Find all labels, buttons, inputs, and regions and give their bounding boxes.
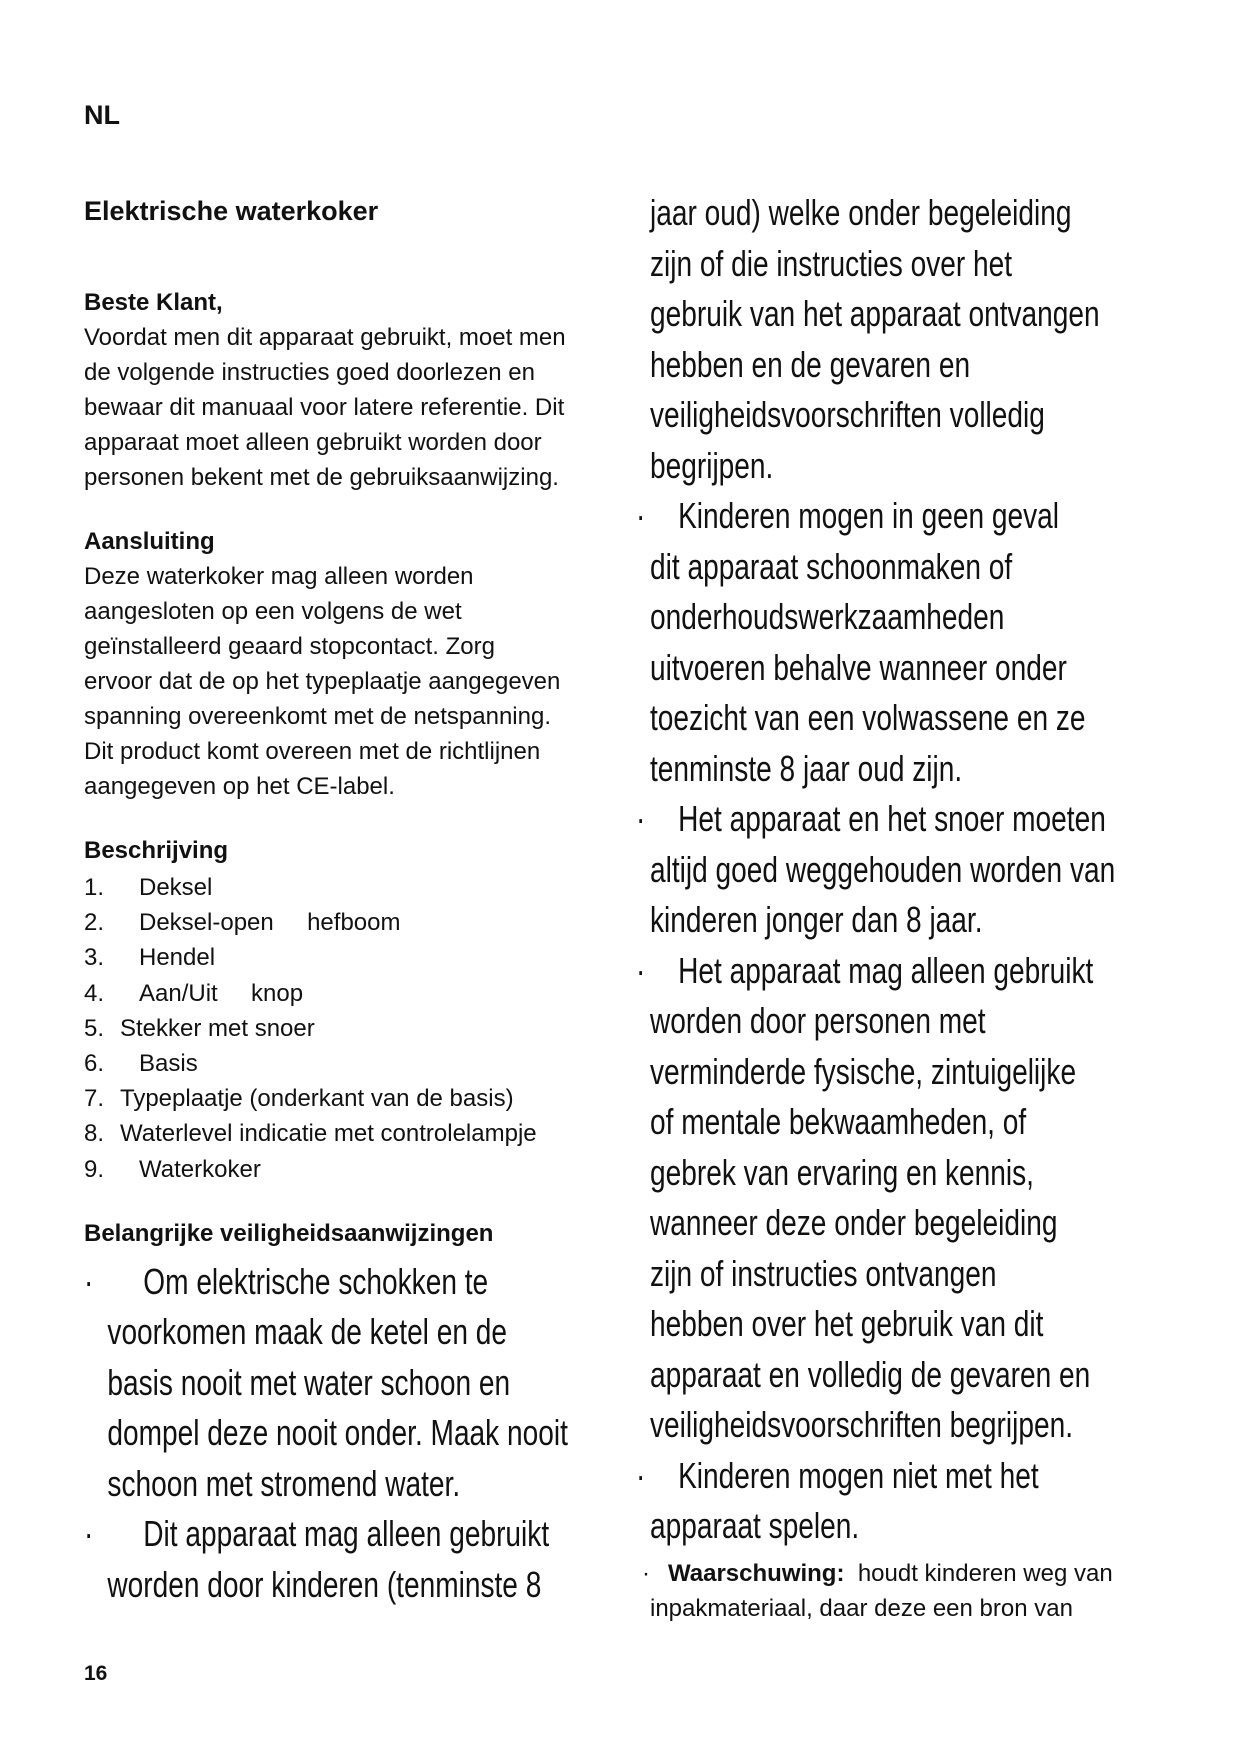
text-line: personen bekent met de gebruiksaanwijzing. — [84, 464, 559, 491]
connection-heading: Aansluiting — [84, 528, 215, 555]
list-item — [84, 1046, 644, 1081]
safety-heading: Belangrijke veiligheidsaanwijzingen — [84, 1219, 494, 1247]
list-item — [84, 905, 644, 940]
text-line: worden door kinderen (tenminste 8 — [107, 1563, 542, 1605]
description-section — [84, 834, 644, 1187]
right-column — [635, 188, 1210, 1626]
item-number: 2. — [84, 909, 105, 937]
connection-text — [84, 559, 644, 804]
text-line: hebben over het gebruik van dit — [650, 1303, 1044, 1344]
text-line: onderhoudswerkzaamheden — [650, 596, 1005, 637]
text-line: zijn of die instructies over het — [650, 242, 1013, 284]
warning-label: Waarschuwing: — [668, 1559, 845, 1587]
bullet-line: · Het apparaat en het snoer moeten — [650, 794, 1212, 845]
text-line: Voordat men dit apparaat gebruikt, moet men — [84, 324, 566, 351]
text-line: jaar oud) welke onder begeleiding — [650, 192, 1072, 233]
bullet-line: · Om elektrische schokken te — [84, 1257, 646, 1308]
text-line: spanning overeenkomt met de netspanning. — [84, 703, 551, 730]
text-line: apparaat moet alleen gebruikt worden door — [84, 429, 542, 456]
parts-list — [84, 870, 644, 1187]
text-line: de volgende instructies goed doorlezen en — [84, 359, 535, 386]
item-text: Waterkoker — [139, 1155, 261, 1183]
bullet-icon: · — [84, 1260, 94, 1302]
text-line: dompel deze nooit onder. Maak nooit — [107, 1412, 568, 1454]
safety-right-lines — [635, 188, 1212, 1552]
bullet-line: · Dit apparaat mag alleen gebruikt — [84, 1509, 646, 1560]
text-line: bewaar dit manuaal voor latere referentie. Dit — [84, 394, 565, 421]
text-line: geïnstalleerd geaard stopcontact. Zorg — [84, 633, 495, 660]
text-line: gebrek van ervaring en kennis, — [650, 1151, 1034, 1193]
bullet-icon: · — [635, 1454, 646, 1496]
item-number: 4. — [84, 979, 105, 1007]
text-line: ervoor dat de op het typeplaatje aangegeven — [84, 668, 561, 695]
warning-line: inpakmateriaal, daar deze een bron van — [650, 1594, 1073, 1622]
item-text: Typeplaatje (onderkant van de basis) — [120, 1085, 514, 1113]
text-line: Dit product komt overeen met de richtlijnen — [84, 738, 541, 765]
text-line: apparaat en volledig de gevaren en — [650, 1353, 1091, 1395]
text-line: apparaat spelen. — [650, 1505, 860, 1546]
item-text: Basis — [139, 1050, 198, 1078]
item-text: Deksel-open hefboom — [139, 909, 401, 937]
list-item — [84, 1081, 644, 1116]
text-line: wanneer deze onder begeleiding — [650, 1202, 1058, 1243]
item-text: Waterlevel indicatie met controlelampje — [120, 1120, 537, 1148]
bullet-icon: · — [635, 949, 646, 991]
greeting-section — [84, 286, 644, 495]
warning-note — [630, 1556, 1210, 1626]
greeting-heading: Beste Klant, — [84, 289, 223, 316]
text-line: begrijpen. — [650, 444, 774, 486]
left-column — [84, 192, 644, 1610]
item-number: 5. — [84, 1014, 105, 1042]
text-line: uitvoeren behalve wanneer onder — [650, 646, 1067, 688]
item-text: Aan/Uit knop — [139, 979, 304, 1007]
text-line: veiligheidsvoorschriften volledig — [650, 394, 1045, 435]
text-line: worden door personen met — [650, 1000, 986, 1041]
greeting-text — [84, 320, 644, 495]
text-line: aangesloten op een volgens de wet — [84, 598, 462, 625]
item-number: 9. — [84, 1155, 105, 1183]
bullet-icon: · — [635, 798, 646, 839]
text-line: voorkomen maak de ketel en de — [107, 1311, 507, 1353]
text-line: tenminste 8 jaar oud zijn. — [650, 747, 963, 789]
safety-right-text — [635, 188, 1241, 1552]
bullet-line: · Het apparaat mag alleen gebruikt — [650, 946, 1212, 997]
connection-section — [84, 525, 644, 804]
warning-line — [642, 1556, 1210, 1591]
text-line: of mentale bekwaamheden, of — [650, 1101, 1027, 1142]
document-title: Elektrische waterkoker — [84, 196, 379, 226]
text-line: dit apparaat schoonmaken of — [650, 545, 1013, 587]
list-item — [84, 1011, 644, 1046]
text-line: aangegeven op het CE-label. — [84, 773, 395, 800]
bullet-icon: · — [84, 1513, 94, 1555]
list-item — [84, 1116, 644, 1151]
item-text: Stekker met snoer — [120, 1014, 315, 1042]
text-line: veiligheidsvoorschriften begrijpen. — [650, 1404, 1074, 1445]
list-item — [84, 940, 644, 975]
text-line: hebben en de gevaren en — [650, 343, 971, 385]
item-number: 1. — [84, 874, 105, 901]
item-number: 3. — [84, 944, 105, 972]
page-number: 16 — [84, 1662, 108, 1685]
text-line: schoon met stromend water. — [107, 1462, 461, 1504]
bullet-line: · Kinderen mogen niet met het — [650, 1451, 1212, 1502]
description-heading: Beschrijving — [84, 837, 229, 864]
bullet-line: · Kinderen mogen in geen geval — [650, 491, 1212, 542]
warning-text: houdt kinderen weg van — [857, 1559, 1113, 1587]
item-number: 8. — [84, 1120, 105, 1148]
item-number: 6. — [84, 1050, 105, 1078]
text-line: Deze waterkoker mag alleen worden — [84, 563, 474, 590]
safety-left-lines — [84, 1257, 646, 1611]
text-line: verminderde fysische, zintuigelijke — [650, 1050, 1077, 1092]
language-code: NL — [84, 100, 120, 130]
item-text: Deksel — [139, 874, 213, 901]
list-item — [84, 976, 644, 1011]
bullet-icon: · — [635, 495, 646, 536]
safety-section — [84, 1217, 644, 1611]
item-text: Hendel — [139, 944, 216, 972]
item-number: 7. — [84, 1085, 105, 1113]
text-line: zijn of instructies ontvangen — [650, 1252, 997, 1294]
text-line: basis nooit met water schoon en — [107, 1361, 511, 1403]
text-line: toezicht van een volwassene en ze — [650, 697, 1086, 738]
bullet-icon: · — [642, 1559, 650, 1587]
text-line: gebruik van het apparaat ontvangen — [650, 293, 1100, 334]
text-line: altijd goed weggehouden worden van — [650, 848, 1116, 890]
list-item — [84, 870, 644, 905]
text-line: kinderen jonger dan 8 jaar. — [650, 899, 983, 940]
list-item — [84, 1152, 644, 1187]
